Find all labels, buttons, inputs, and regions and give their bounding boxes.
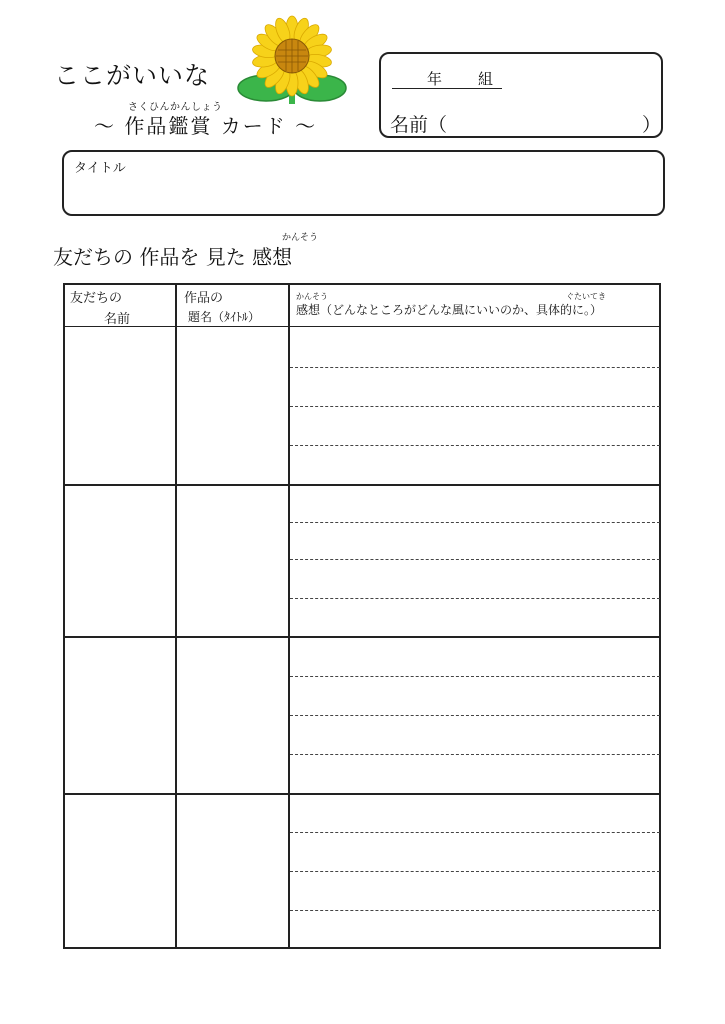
writing-line	[290, 871, 660, 872]
col-impression-ruby-2: ぐたいてき	[566, 292, 606, 301]
class-underline	[392, 88, 502, 89]
writing-line	[290, 445, 660, 446]
row-divider	[63, 793, 661, 795]
title-box	[62, 150, 665, 216]
col-impression: 感想（どんなところがどんな風にいいのか、具体的に。）	[296, 303, 603, 317]
name-close-paren: ）	[642, 114, 662, 136]
writing-line	[290, 715, 660, 716]
writing-line	[290, 598, 660, 599]
writing-line	[290, 406, 660, 407]
sub-title-ruby: さくひんかんしょう	[128, 102, 223, 113]
col-work-title-line1: 作品の	[184, 291, 224, 306]
writing-line	[290, 367, 660, 368]
writing-line	[290, 910, 660, 911]
table-divider	[175, 283, 177, 949]
name-label: 名前（	[390, 114, 448, 136]
card-title: ここがいいな	[54, 61, 211, 90]
group-label: 組	[478, 70, 494, 88]
col-impression-ruby: かんそう	[296, 292, 328, 301]
section-heading: 友だちの 作品を 見た 感想	[53, 245, 293, 269]
col-friend-name-line2: 名前	[104, 312, 131, 327]
writing-line	[290, 754, 660, 755]
sunflower-icon	[236, 14, 348, 106]
impression-table	[63, 283, 661, 949]
year-label: 年	[427, 70, 443, 88]
col-friend-name-line1: 友だちの	[70, 291, 123, 306]
writing-line	[290, 559, 660, 560]
row-divider	[63, 636, 661, 638]
table-divider	[288, 283, 290, 949]
sub-title: ～ 作品鑑賞 カード ～	[94, 114, 318, 138]
section-ruby: かんそう	[282, 233, 319, 243]
writing-line	[290, 522, 660, 523]
row-divider	[63, 484, 661, 486]
writing-line	[290, 832, 660, 833]
col-work-title-line2: 題名（ﾀｲﾄﾙ）	[188, 310, 261, 324]
title-label: タイトル	[74, 161, 126, 176]
header-row-divider	[63, 326, 661, 327]
writing-line	[290, 676, 660, 677]
